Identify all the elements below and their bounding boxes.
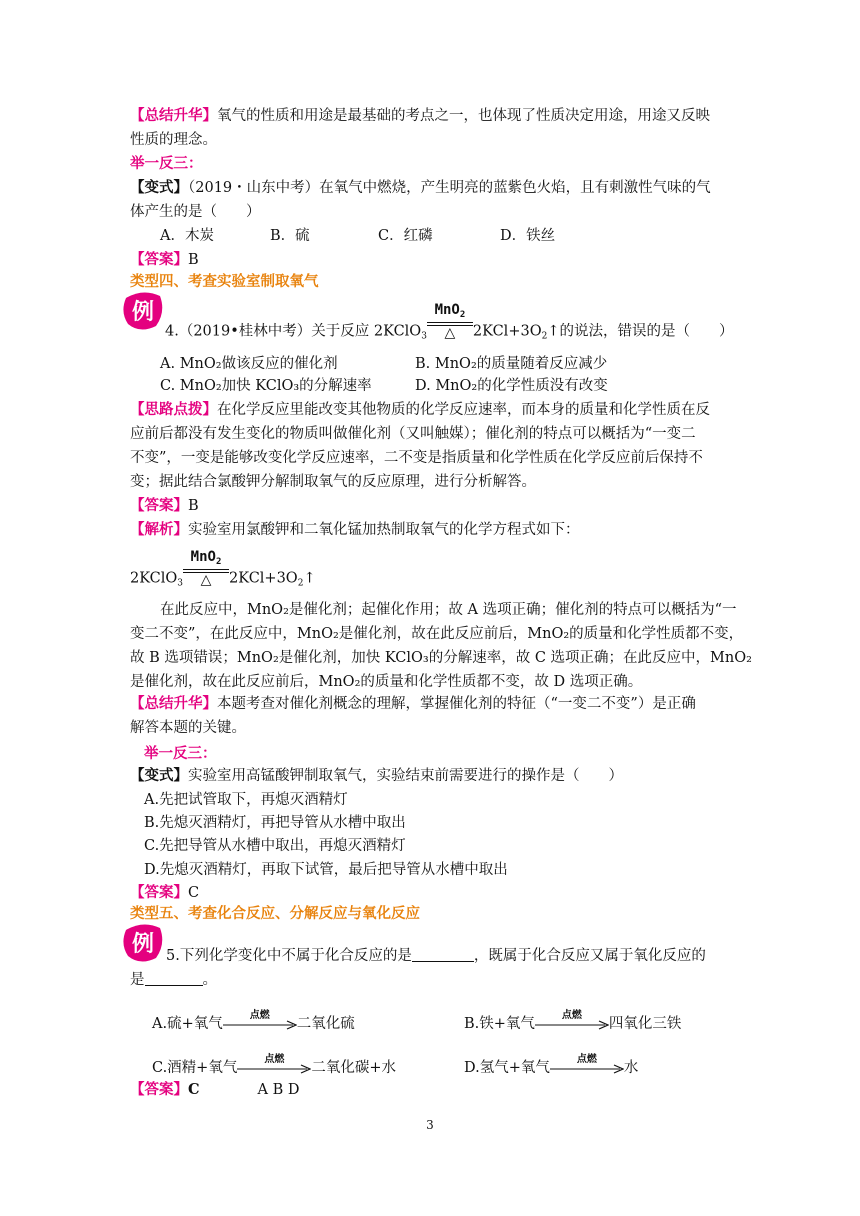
type5-heading: 类型五、考查化合反应、分解反应与氧化反应 bbox=[130, 905, 420, 922]
type4-variant bbox=[130, 766, 623, 786]
hint-line-1: 在化学反应里能改变其他物质的化学反应速率，而本身的质量和化学性质在反 bbox=[217, 402, 710, 418]
chemical-equation bbox=[130, 549, 316, 597]
variant-option-b: B.先熄灭酒精灯，再把导管从水槽中取出 bbox=[144, 815, 406, 831]
reactants: A.硫+氧气 bbox=[152, 1016, 223, 1032]
reactants: D.氢气+氧气 bbox=[464, 1060, 550, 1076]
question-suffix: ↑的说法，错误的是（ ） bbox=[547, 323, 734, 340]
type4-summary bbox=[130, 694, 696, 714]
answer-blank-1[interactable] bbox=[412, 947, 474, 962]
type5-question-line-2 bbox=[130, 970, 217, 990]
answer-tag: 【答案】 bbox=[130, 251, 188, 268]
hint-line-2: 应前后都没有发生变化的物质叫做催化剂（又叫触媒）；催化剂的特点可以概括为“一变二 bbox=[130, 426, 696, 442]
reactants: B.铁+氧气 bbox=[464, 1016, 535, 1032]
answer-value-2: A B D bbox=[257, 1082, 300, 1098]
analysis-line-4: 是催化剂，故在此反应前后，MnO₂的质量和化学性质都不变，故 D 选项正确。 bbox=[130, 674, 643, 690]
type5-option-b bbox=[464, 1010, 681, 1034]
question-mid-sub: 2 bbox=[541, 331, 548, 342]
heat-symbol: △ bbox=[444, 325, 456, 341]
example-badge-label: 例 bbox=[131, 300, 155, 325]
variant-text-1: （2019・山东中考）在氧气中燃烧，产生明亮的蓝紫色火焰，且有刺激性气味的气 bbox=[188, 180, 711, 196]
reaction-condition bbox=[427, 303, 473, 340]
answer-value: B bbox=[188, 498, 199, 514]
question-text-2: ，既属于化合反应又属于氧化反应的 bbox=[473, 948, 706, 964]
example-badge-label: 例 bbox=[131, 932, 155, 957]
type4-option-a: A. MnO₂做该反应的催化剂 bbox=[160, 356, 338, 372]
hint-tag: 【思路点拨】 bbox=[130, 401, 217, 418]
reactants: C.酒精+氧气 bbox=[152, 1060, 238, 1076]
type4-option-c: C. MnO₂加快 KClO₃的分解速率 bbox=[160, 378, 372, 394]
summary-tag: 【总结升华】 bbox=[130, 107, 217, 124]
type5-question-line-1 bbox=[166, 946, 706, 966]
question-prefix: 4.（2019•桂林中考）关于反应 2KClO bbox=[165, 323, 422, 340]
type5-option-c bbox=[152, 1054, 396, 1078]
equation-right-sub: 2 bbox=[297, 578, 304, 589]
ignite-arrow-icon: 点燃 bbox=[223, 1010, 297, 1032]
page-number: 3 bbox=[426, 1118, 434, 1132]
product: 二氧化硫 bbox=[296, 1016, 355, 1032]
variant-question: 实验室用高锰酸钾制取氧气，实验结束前需要进行的操作是（ ） bbox=[188, 768, 623, 784]
answer-line-1 bbox=[130, 250, 199, 270]
question-text-3: 是 bbox=[130, 972, 145, 988]
answer-value: B bbox=[188, 252, 199, 268]
gas-arrow: ↑ bbox=[303, 570, 316, 587]
type5-answer bbox=[130, 1080, 300, 1100]
question-sub: 3 bbox=[421, 331, 427, 342]
ignite-arrow-icon: 点燃 bbox=[550, 1054, 624, 1076]
equation-condition bbox=[183, 550, 229, 587]
type4-option-b: B. MnO₂的质量随着反应减少 bbox=[415, 356, 608, 372]
equation-right: 2KCl+3O bbox=[229, 570, 298, 587]
product: 水 bbox=[623, 1060, 639, 1076]
type4-answer bbox=[130, 496, 199, 516]
option-c: C．红磷 bbox=[378, 228, 433, 244]
variant-answer bbox=[130, 883, 199, 903]
variant-tag: 【变式】 bbox=[130, 179, 188, 196]
practice-heading: 举一反三： bbox=[144, 745, 217, 762]
hint-paragraph bbox=[130, 400, 710, 420]
product: 四氧化三铁 bbox=[608, 1016, 682, 1032]
analysis-line-1: 在此反应中，MnO₂是催化剂；起催化作用；故 A 选项正确；催化剂的特点可以概括为“一 bbox=[160, 602, 737, 618]
answer-tag: 【答案】 bbox=[130, 884, 188, 901]
type5-option-d bbox=[464, 1054, 638, 1078]
analysis-tag: 【解析】 bbox=[130, 521, 188, 538]
variant-option-c: C.先把导管从水槽中取出，再熄灭酒精灯 bbox=[144, 838, 406, 854]
analysis-heading bbox=[130, 520, 580, 540]
answer-tag: 【答案】 bbox=[130, 1081, 188, 1098]
variant-option-a: A.先把试管取下，再熄灭酒精灯 bbox=[144, 792, 348, 808]
question-mid: 2KCl+3O bbox=[472, 323, 542, 340]
variant-question-line-1 bbox=[130, 178, 711, 198]
equation-left: 2KClO bbox=[130, 570, 178, 587]
answer-value: C bbox=[188, 885, 200, 901]
summary-tag: 【总结升华】 bbox=[130, 695, 217, 712]
analysis-line-2: 变二不变”，在此反应中，MnO₂是催化剂，故在此反应前后，MnO₂的质量和化学性质都不变， bbox=[130, 626, 744, 642]
type4-question bbox=[165, 302, 734, 350]
hint-line-3: 不变”，一变是能够改变化学反应速率，二不变是指质量和化学性质在化学反应前后保持不 bbox=[130, 450, 703, 466]
hint-line-4: 变；据此结合氯酸钾分解制取氧气的反应原理，进行分析解答。 bbox=[130, 474, 536, 490]
type4-heading: 类型四、考查实验室制取氧气 bbox=[130, 273, 319, 290]
example-badge-icon bbox=[120, 290, 166, 332]
type4-option-d: D. MnO₂的化学性质没有改变 bbox=[415, 378, 608, 394]
summary-line-1: 本题考查对催化剂概念的理解，掌握催化剂的特征（“一变二不变”）是正确 bbox=[217, 696, 696, 712]
example-badge-icon bbox=[120, 922, 166, 964]
variant-option-d: D.先熄灭酒精灯，再取下试管，最后把导管从水槽中取出 bbox=[144, 862, 508, 878]
answer-tag: 【答案】 bbox=[130, 497, 188, 514]
ignite-arrow-icon: 点燃 bbox=[237, 1054, 311, 1076]
analysis-intro: 实验室用氯酸钾和二氧化锰加热制取氧气的化学方程式如下： bbox=[188, 522, 580, 538]
summary-line-2: 解答本题的关键。 bbox=[130, 720, 246, 736]
option-d: D．铁丝 bbox=[500, 228, 556, 244]
summary-line-2: 性质的理念。 bbox=[130, 132, 217, 148]
ignite-arrow-icon: 点燃 bbox=[535, 1010, 609, 1032]
catalyst-label: MnO$_2$ bbox=[434, 302, 466, 320]
question-text-4: 。 bbox=[202, 972, 217, 988]
practice-heading: 举一反三： bbox=[130, 155, 203, 172]
product: 二氧化碳+水 bbox=[311, 1060, 396, 1076]
variant-tag: 【变式】 bbox=[130, 767, 188, 784]
equation-left-sub: 3 bbox=[177, 578, 184, 589]
question-text-1: 5.下列化学变化中不属于化合反应的是 bbox=[166, 948, 412, 964]
option-a: A．木炭 bbox=[160, 228, 214, 244]
summary-paragraph-1 bbox=[130, 106, 710, 126]
summary-line-1: 氧气的性质和用途是最基础的考点之一，也体现了性质决定用途，用途又反映 bbox=[217, 108, 710, 124]
variant-text-2: 体产生的是（ ） bbox=[130, 204, 261, 220]
option-b: B．硫 bbox=[270, 228, 310, 244]
answer-blank-2[interactable] bbox=[145, 971, 203, 986]
heat-symbol: △ bbox=[200, 572, 212, 588]
catalyst-label: MnO$_2$ bbox=[190, 549, 222, 567]
type5-option-a bbox=[152, 1010, 355, 1034]
analysis-line-3: 故 B 选项错误；MnO₂是催化剂，加快 KClO₃的分解速率，故 C 选项正确；在此反应中，MnO₂ bbox=[130, 650, 752, 666]
answer-value-1: C bbox=[188, 1081, 200, 1098]
